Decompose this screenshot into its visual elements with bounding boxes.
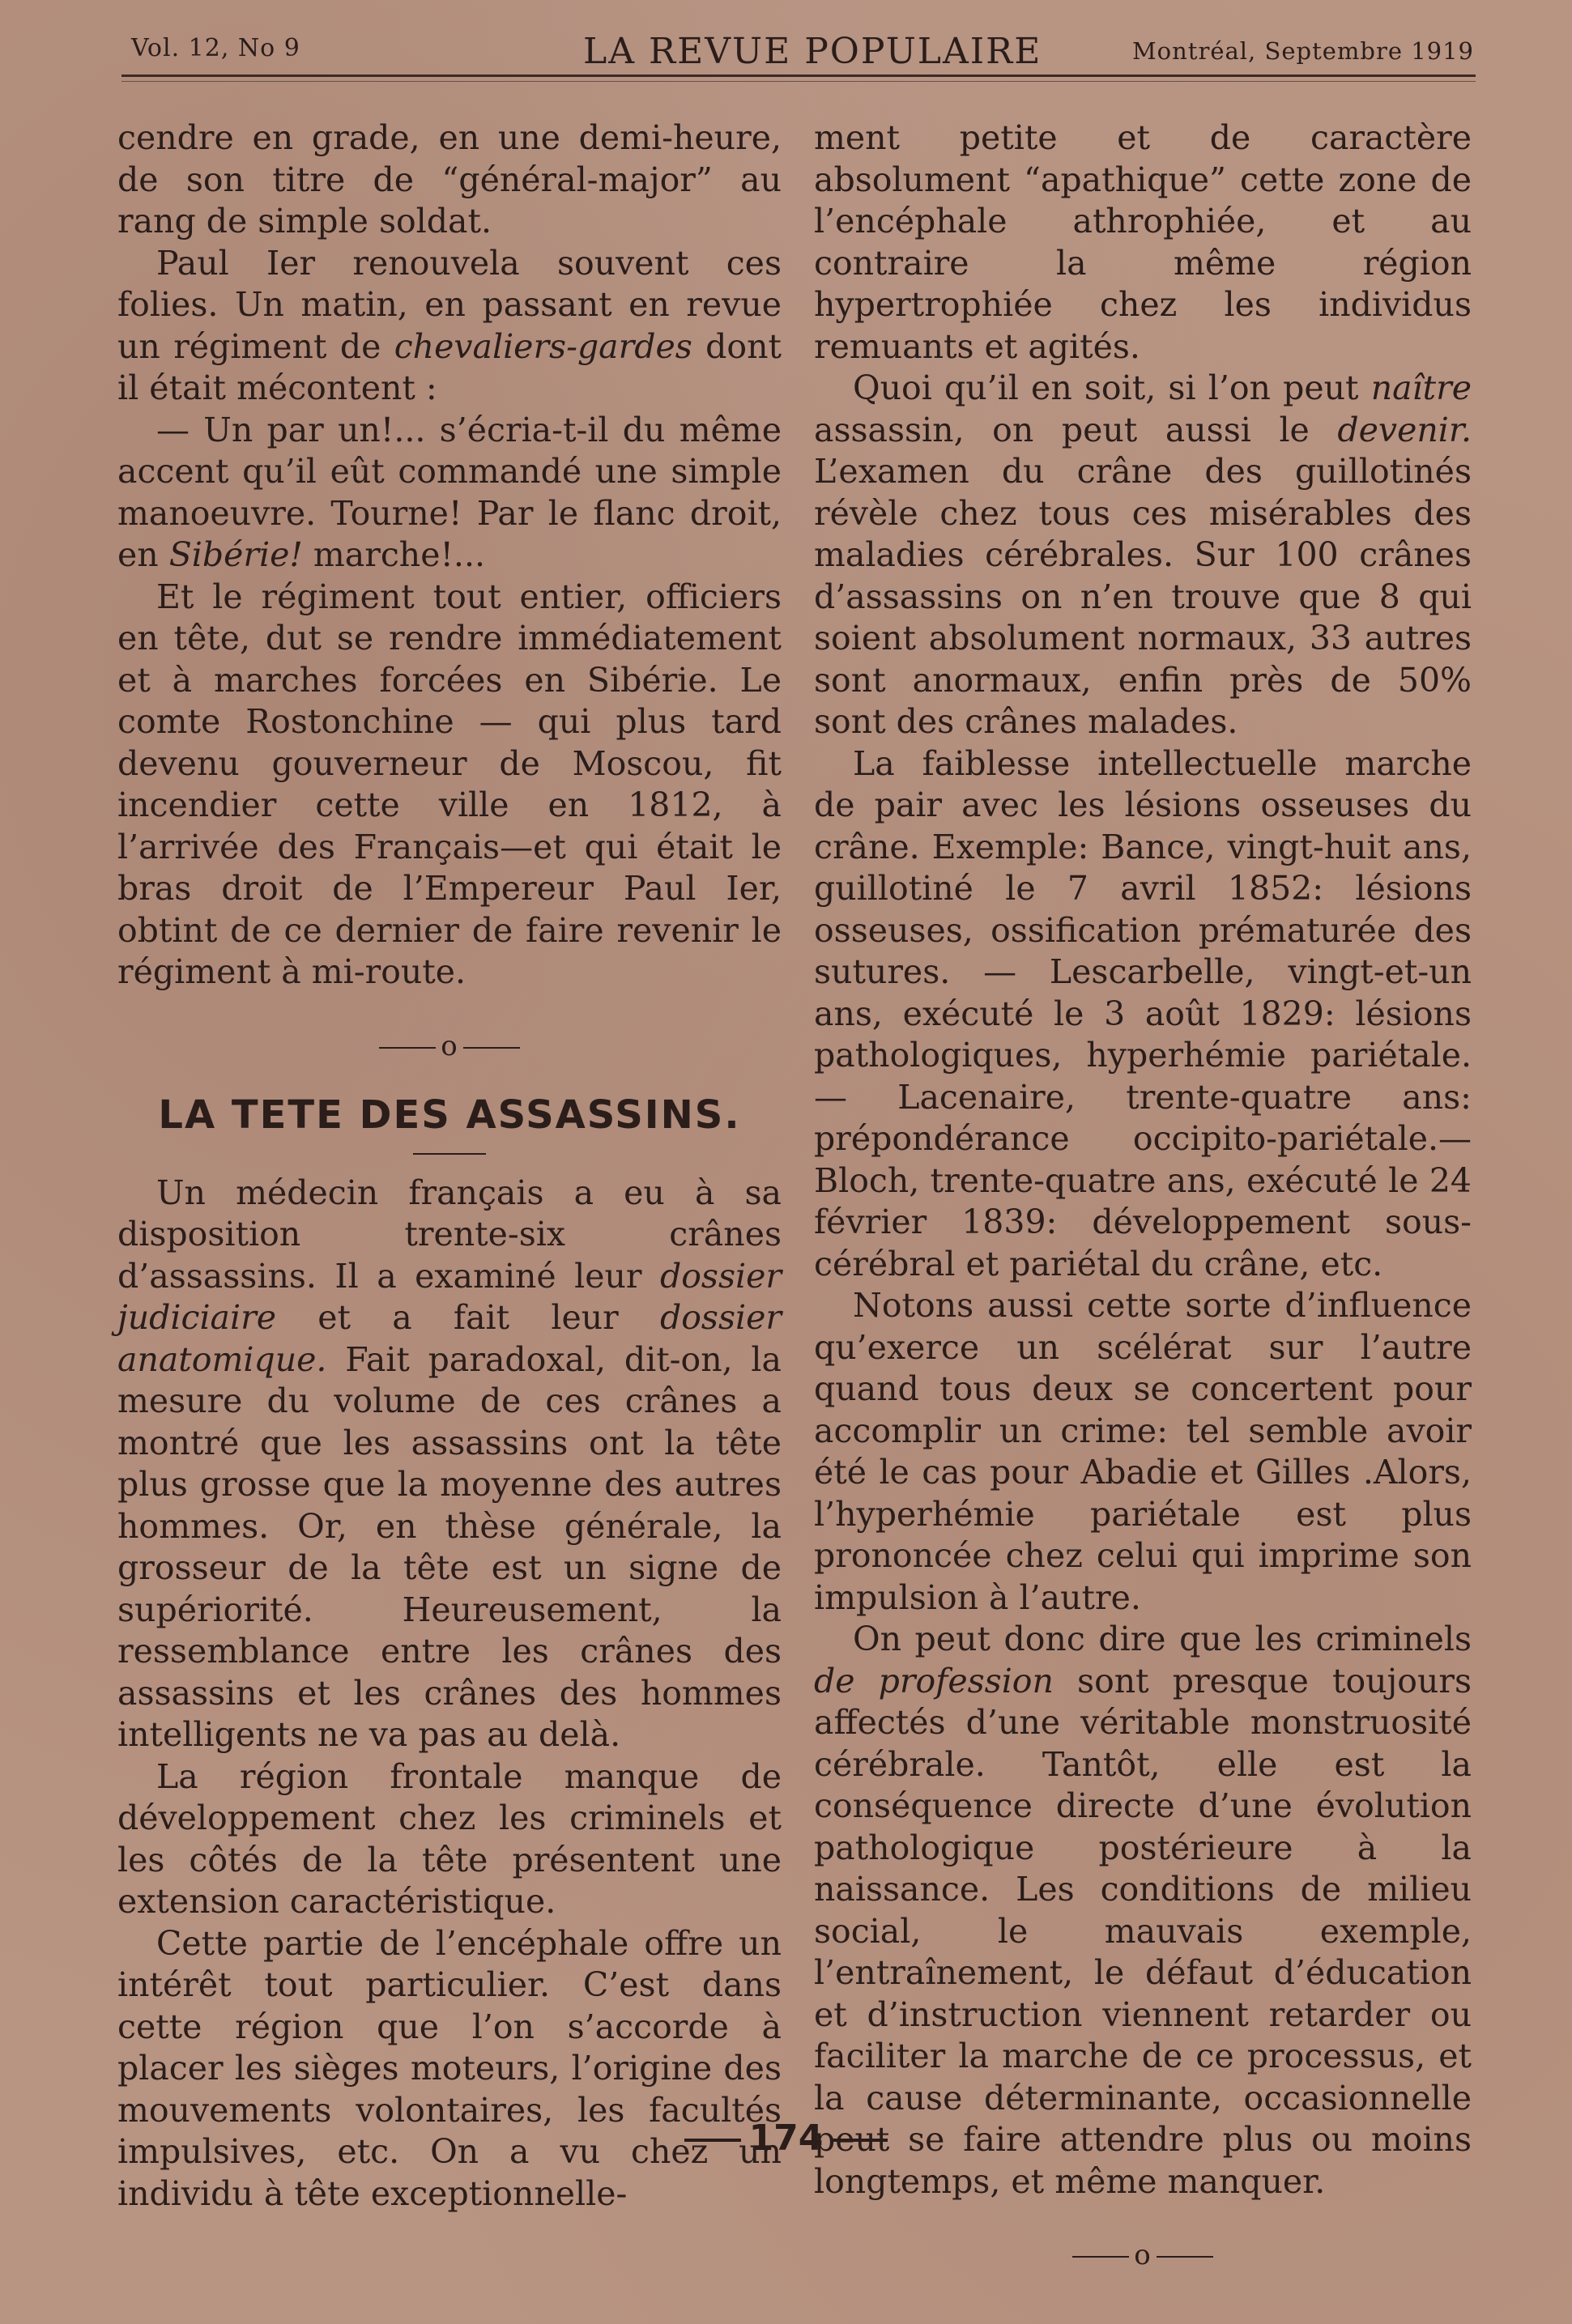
text: assassin, on peut aussi le [814,410,1338,449]
italic-text: naître [1370,368,1472,407]
text: Fait paradoxal, dit-on, la mesure du volume de ces crânes a montré que les assassins ont la tête plus grosse que la moyenne des autres hommes. Or, en thèse générale, la grosseur de la tête est un signe de supériorité. Heureusement, la ressemblance entre les crânes des assassins et les crânes des hommes intelligents ne va pas au delà. [117,1339,782,1754]
section-separator [117,1026,782,1068]
title-underline [413,1153,486,1155]
italic-text: dossier anatomique. [117,1298,782,1379]
paragraph: ment petite et de caractère absolument “apathique” cette zone de l’encéphale athrophiée, et au contraire la même région hypertrophiée chez les individus remuants et agités. [814,118,1472,366]
volume-number: Vol. 12, No 9 [131,34,300,62]
page-number-dash [831,2139,888,2142]
separator-dash [1072,2256,1129,2258]
separator-dash [1157,2256,1213,2258]
page-number-dash [684,2139,741,2142]
separator-dash [463,1047,520,1049]
separator-dash [379,1047,436,1049]
italic-text: chevaliers-gardes [394,326,692,366]
left-column [117,117,782,2215]
text: et a fait leur [275,1298,660,1337]
paragraph [117,410,782,577]
text: On peut donc dire que les criminels [853,1620,1472,1658]
italic-text: Sibérie! [168,535,303,574]
section-separator [814,2235,1472,2277]
paragraph [117,243,782,410]
text: Paul Ier renouvela souvent ces folies. Un matin, en passant en revue un régiment de [117,243,782,366]
text: marche!... [302,535,486,574]
separator-mark: o [441,1029,458,1062]
separator-mark: o [1134,2239,1152,2271]
text: L’examen du crâne des guillotinés révèle chez tous ces misérables des maladies cérébrales. Sur 100 crânes d’assassins on n’en trouve que 8 qui soient absolument normaux, 33 autres sont anormaux, enfin près de 50% sont des crânes malades. [814,452,1472,741]
italic-text: devenir. [1337,410,1472,449]
paragraph: Cette partie de l’encéphale offre un intérêt tout particulier. C’est dans cette région que l’on s’accorde à placer les sièges moteurs, l’origine des mouvements volontaires, les facultés impulsives, etc. On a vu chez un individu à tête exceptionnelle- [117,1923,782,2213]
paragraph: La faiblesse intellectuelle marche de pair avec les lésions osseuses du crâne. Exemple: Bance, vingt-huit ans, guillotiné le 7 avril 1852: lésions osseuses, ossification prématurée des sutures. — Lescarbelle, vingt-et-un ans, exécuté le 3 août 1829: lésions pathologiques, hyperhémie pariétale. — Lacenaire, trente-quatre ans: prépondérance occipito-pariétale.—Bloch, trente-quatre ans, exécuté le 24 février 1839: développement sous-cérébral et pariétal du crâne, etc. [814,743,1472,1283]
paragraph [814,368,1472,743]
paragraph: Et le régiment tout entier, officiers en tête, dut se rendre immédiatement et à marches forcées en Sibérie. Le comte Rostonchine — qui plus tard devenu gouverneur de Moscou, fit incendier cette ville en 1812, à l’arrivée des Français—et qui était le bras droit de l’Empereur Paul Ier, obtint de ce dernier de faire revenir le régiment à mi-route. [117,577,782,991]
text: — Un par un!... s’écria-t-il du même accent qu’il eût commandé une simple manoeuvre. Tourne! Par le flanc droit, en [117,410,782,574]
article-title: LA TETE DES ASSASSINS. [158,1092,741,1138]
header-rule [121,74,1476,77]
text: sont presque toujours affectés d’une véritable monstruosité cérébrale. Tantôt, elle est la conséquence directe d’une évolution pathologique postérieure à la naissance. Les conditions de milieu social, le mauvais exemple, l’entraînement, le défaut d’éducation et d’instruction viennent retarder ou faciliter la marche de ce processus, et la cause déterminante, occasionnelle peut se faire attendre plus ou moins longtemps, et même manquer. [814,1661,1472,2201]
right-column [814,117,1472,2305]
paragraph: Notons aussi cette sorte d’influence qu’exerce un scélérat sur l’autre quand tous deux se concertent pour accomplir un crime: tel semble avoir été le cas pour Abadie et Gilles .Alors, l’hyperhémie pariétale est plus prononcée chez celui qui imprime son impulsion à l’autre. [814,1286,1472,1617]
issue-date: Montréal, Septembre 1919 [1131,37,1474,65]
italic-text: de profession [814,1661,1054,1700]
page-number-value: 174 [748,2118,824,2159]
header-rule-thin [121,81,1476,82]
text: Un médecin français a eu à sa disposition trente-six crânes d’assassins. Il a examiné leur [117,1173,782,1296]
paragraph: cendre en grade, en une demi-heure, de son titre de “général-major” au rang de simple soldat. [117,118,782,240]
paragraph: La région frontale manque de développement chez les criminels et les côtés de la tête présentent une extension caractéristique. [117,1756,782,1921]
text: Quoi qu’il en soit, si l’on peut [853,368,1371,407]
publication-title: LA REVUE POPULAIRE [583,31,1042,72]
paragraph [117,1173,782,1756]
italic-text: dossier judiciaire [117,1256,782,1337]
text: dont il était mécontent : [117,326,782,407]
paragraph [814,1619,1472,2203]
page-number [0,2118,1572,2159]
